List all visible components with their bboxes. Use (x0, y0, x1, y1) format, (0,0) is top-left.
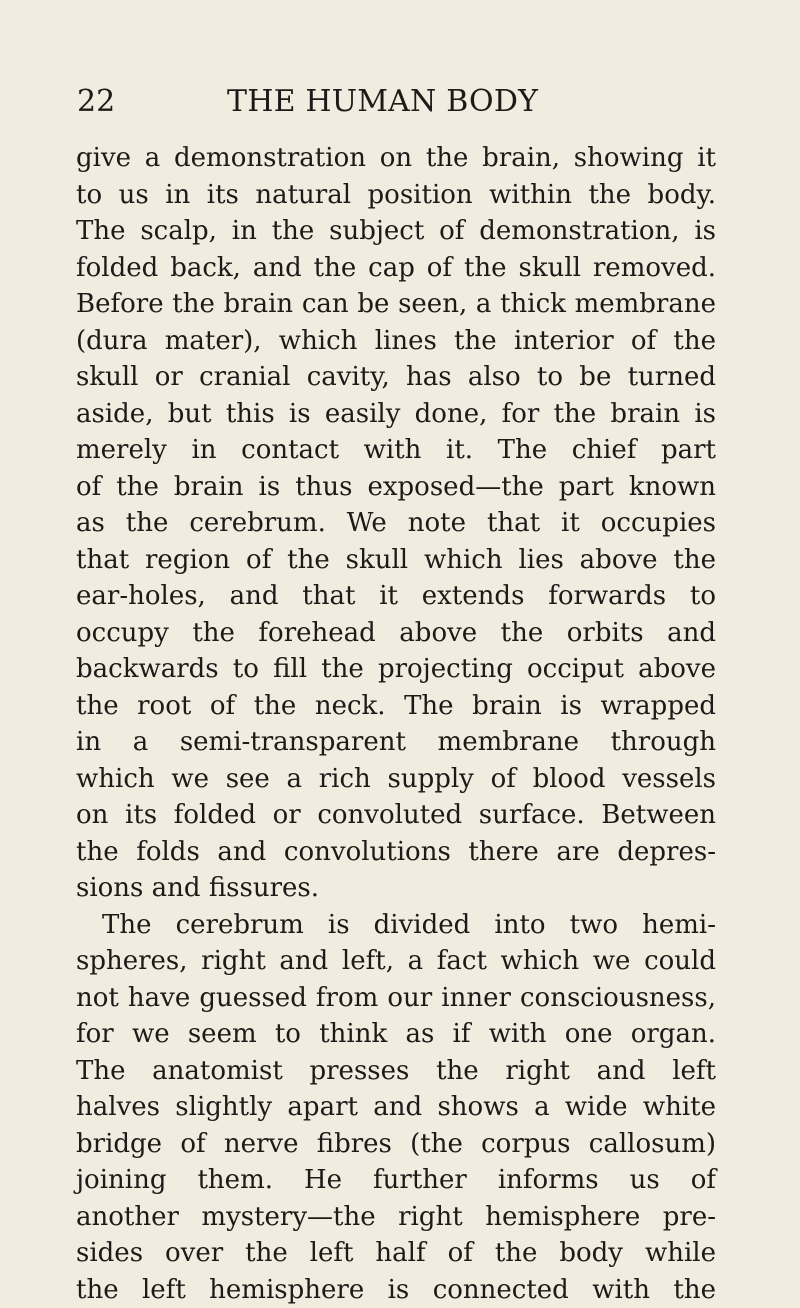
text-line: not have guessed from our inner consciousness, (76, 980, 716, 1017)
text-line: on its folded or convoluted surface. Between (76, 797, 716, 834)
text-line: which we see a rich supply of blood vessels (76, 761, 716, 798)
text-line: sides over the left half of the body while (76, 1235, 716, 1272)
text-line: that region of the skull which lies above the (76, 542, 716, 579)
text-line: occupy the forehead above the orbits and (76, 615, 716, 652)
text-line: Before the brain can be seen, a thick membrane (76, 286, 716, 323)
text-line: ear-holes, and that it extends forwards to (76, 578, 716, 615)
text-line: joining them. He further informs us of (76, 1162, 716, 1199)
text-line: sions and fissures. (76, 870, 716, 907)
page-number: 22 (77, 82, 115, 122)
text-line: backwards to fill the projecting occiput above (76, 651, 716, 688)
text-line: folded back, and the cap of the skull removed. (76, 250, 716, 287)
text-line: The anatomist presses the right and left (76, 1053, 716, 1090)
text-line: skull or cranial cavity, has also to be turned (76, 359, 716, 396)
text-line: the root of the neck. The brain is wrapped (76, 688, 716, 725)
text-line: (dura mater), which lines the interior of the (76, 323, 716, 360)
paragraph (76, 907, 716, 1308)
text-line: spheres, right and left, a fact which we could (76, 943, 716, 980)
running-title: THE HUMAN BODY (227, 82, 538, 122)
text-line: aside, but this is easily done, for the brain is (76, 396, 716, 433)
page-header (77, 82, 723, 122)
text-line: merely in contact with it. The chief part (76, 432, 716, 469)
text-line: the left hemisphere is connected with the (76, 1272, 716, 1308)
text-line: another mystery—the right hemisphere pre- (76, 1199, 716, 1236)
text-line: The cerebrum is divided into two hemi- (76, 907, 716, 944)
text-line: in a semi-transparent membrane through (76, 724, 716, 761)
text-line: give a demonstration on the brain, showing it (76, 140, 716, 177)
text-line: halves slightly apart and shows a wide white (76, 1089, 716, 1126)
body-text (76, 140, 716, 1308)
text-line: for we seem to think as if with one organ. (76, 1016, 716, 1053)
text-line: bridge of nerve fibres (the corpus callosum) (76, 1126, 716, 1163)
text-line: The scalp, in the subject of demonstration, is (76, 213, 716, 250)
text-line: as the cerebrum. We note that it occupies (76, 505, 716, 542)
text-line: of the brain is thus exposed—the part known (76, 469, 716, 506)
paragraph (76, 140, 716, 907)
text-line: to us in its natural position within the body. (76, 177, 716, 214)
text-line: the folds and convolutions there are depres- (76, 834, 716, 871)
